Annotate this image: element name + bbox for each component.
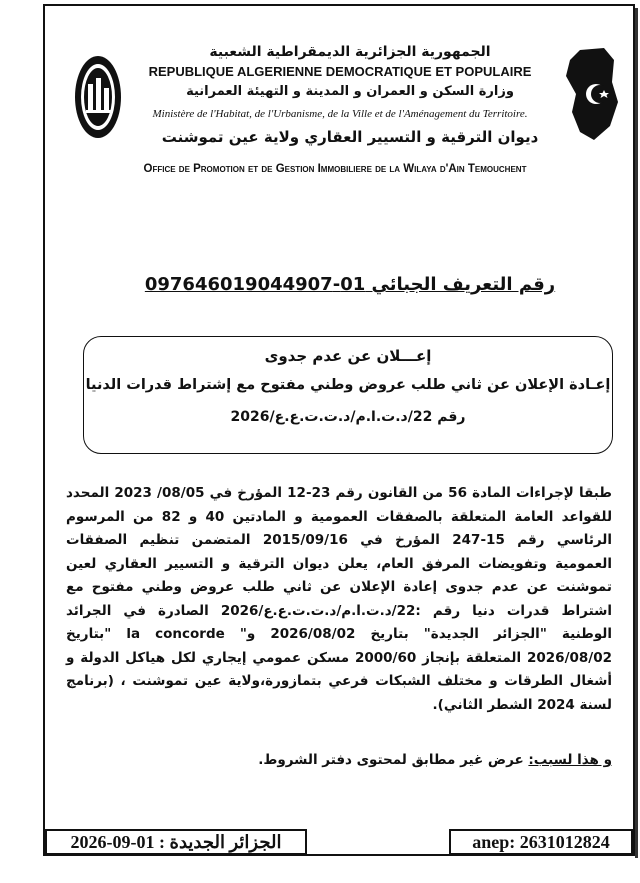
republic-name-fr: REPUBLIQUE ALGERIENNE DEMOCRATIQUE ET POPULAIRE	[148, 64, 532, 79]
tax-id-number: رقم التعريف الجبائي 01-097646019044907	[144, 274, 556, 295]
notice-heading: إعـــلان عن عدم جدوى	[264, 347, 432, 365]
page-edge-shadow	[635, 8, 638, 858]
ministry-name-fr: Ministère de l'Habitat, de l'Urbanisme, de la Ville et de l'Aménagement du Territoire.	[152, 108, 528, 120]
republic-name-ar: الجمهورية الجزائرية الديمقراطية الشعبية	[209, 44, 491, 60]
ministry-name-ar: وزارة السكن و العمران و المدينة و التهيئة العمرانية	[186, 84, 514, 99]
reason-text: عرض غير مطابق لمحتوى دفتر الشروط.	[258, 752, 529, 768]
notice-subheading: إعـادة الإعلان عن ثاني طلب عروض وطني مفتوح مع إشتراط قدرات الدنيا	[85, 377, 611, 393]
opgi-logo-icon	[73, 54, 123, 140]
notice-body: طبقا لإجراءات المادة 56 من القانون رقم 23-12 المؤرخ في 08/05/ 2023 المحدد للقواعد العامة المتعلقة بالصفقات العمومية و المادتين 40 و 82 من المرسوم الرئاسي رقم 15-247 المؤرخ في 2015/09/16 المتضمن تنظيم الصفقات العمومية وتفويضات المرفق العام، يعلن ديوان الترقية و التسيير العقاري لعين تموشنت عن عدم جدوى إعادة الإعلان عن ثاني طلب عروض وطني مفتوح مع اشتراط قدرات دنيا رقم :22/د.ت.ا.م/د.ت.ت.ع.ع/2026 الصادرة في الجرائد الوطنية "الجزائر الجديدة" بتاريخ 2026/08/02 و" la concorde "بتاريخ 2026/08/02 المتعلقة بإنجاز 2000/60 مسكن عمومي إيجاري لكل هياكل الدولة و أشغال الطرقات و مختلف الشبكات فرعي بتمازورة،ولاية عين تموشنت ، (برنامج لسنة 2024 الشطر الثاني).	[66, 485, 613, 713]
newspaper-date: الجزائر الجديدة : 01-09-2026	[45, 829, 307, 855]
notice-title-box	[83, 336, 613, 454]
reason-line	[200, 752, 612, 768]
anep-number: anep: 2631012824	[449, 829, 633, 855]
office-name-ar: ديوان الترقية و التسيير العقاري ولاية عين تموشنت	[161, 128, 539, 146]
algeria-map-icon	[560, 46, 622, 142]
office-name-fr: Office de Promotion et de Gestion Immobiliere de la Wilaya d'Ain Temouchent	[143, 163, 527, 175]
notice-reference: رقم 22/د.ت.ا.م/د.ت.ت.ع.ع/2026	[230, 409, 466, 425]
reason-label: و هذا لسبب:	[528, 752, 612, 768]
